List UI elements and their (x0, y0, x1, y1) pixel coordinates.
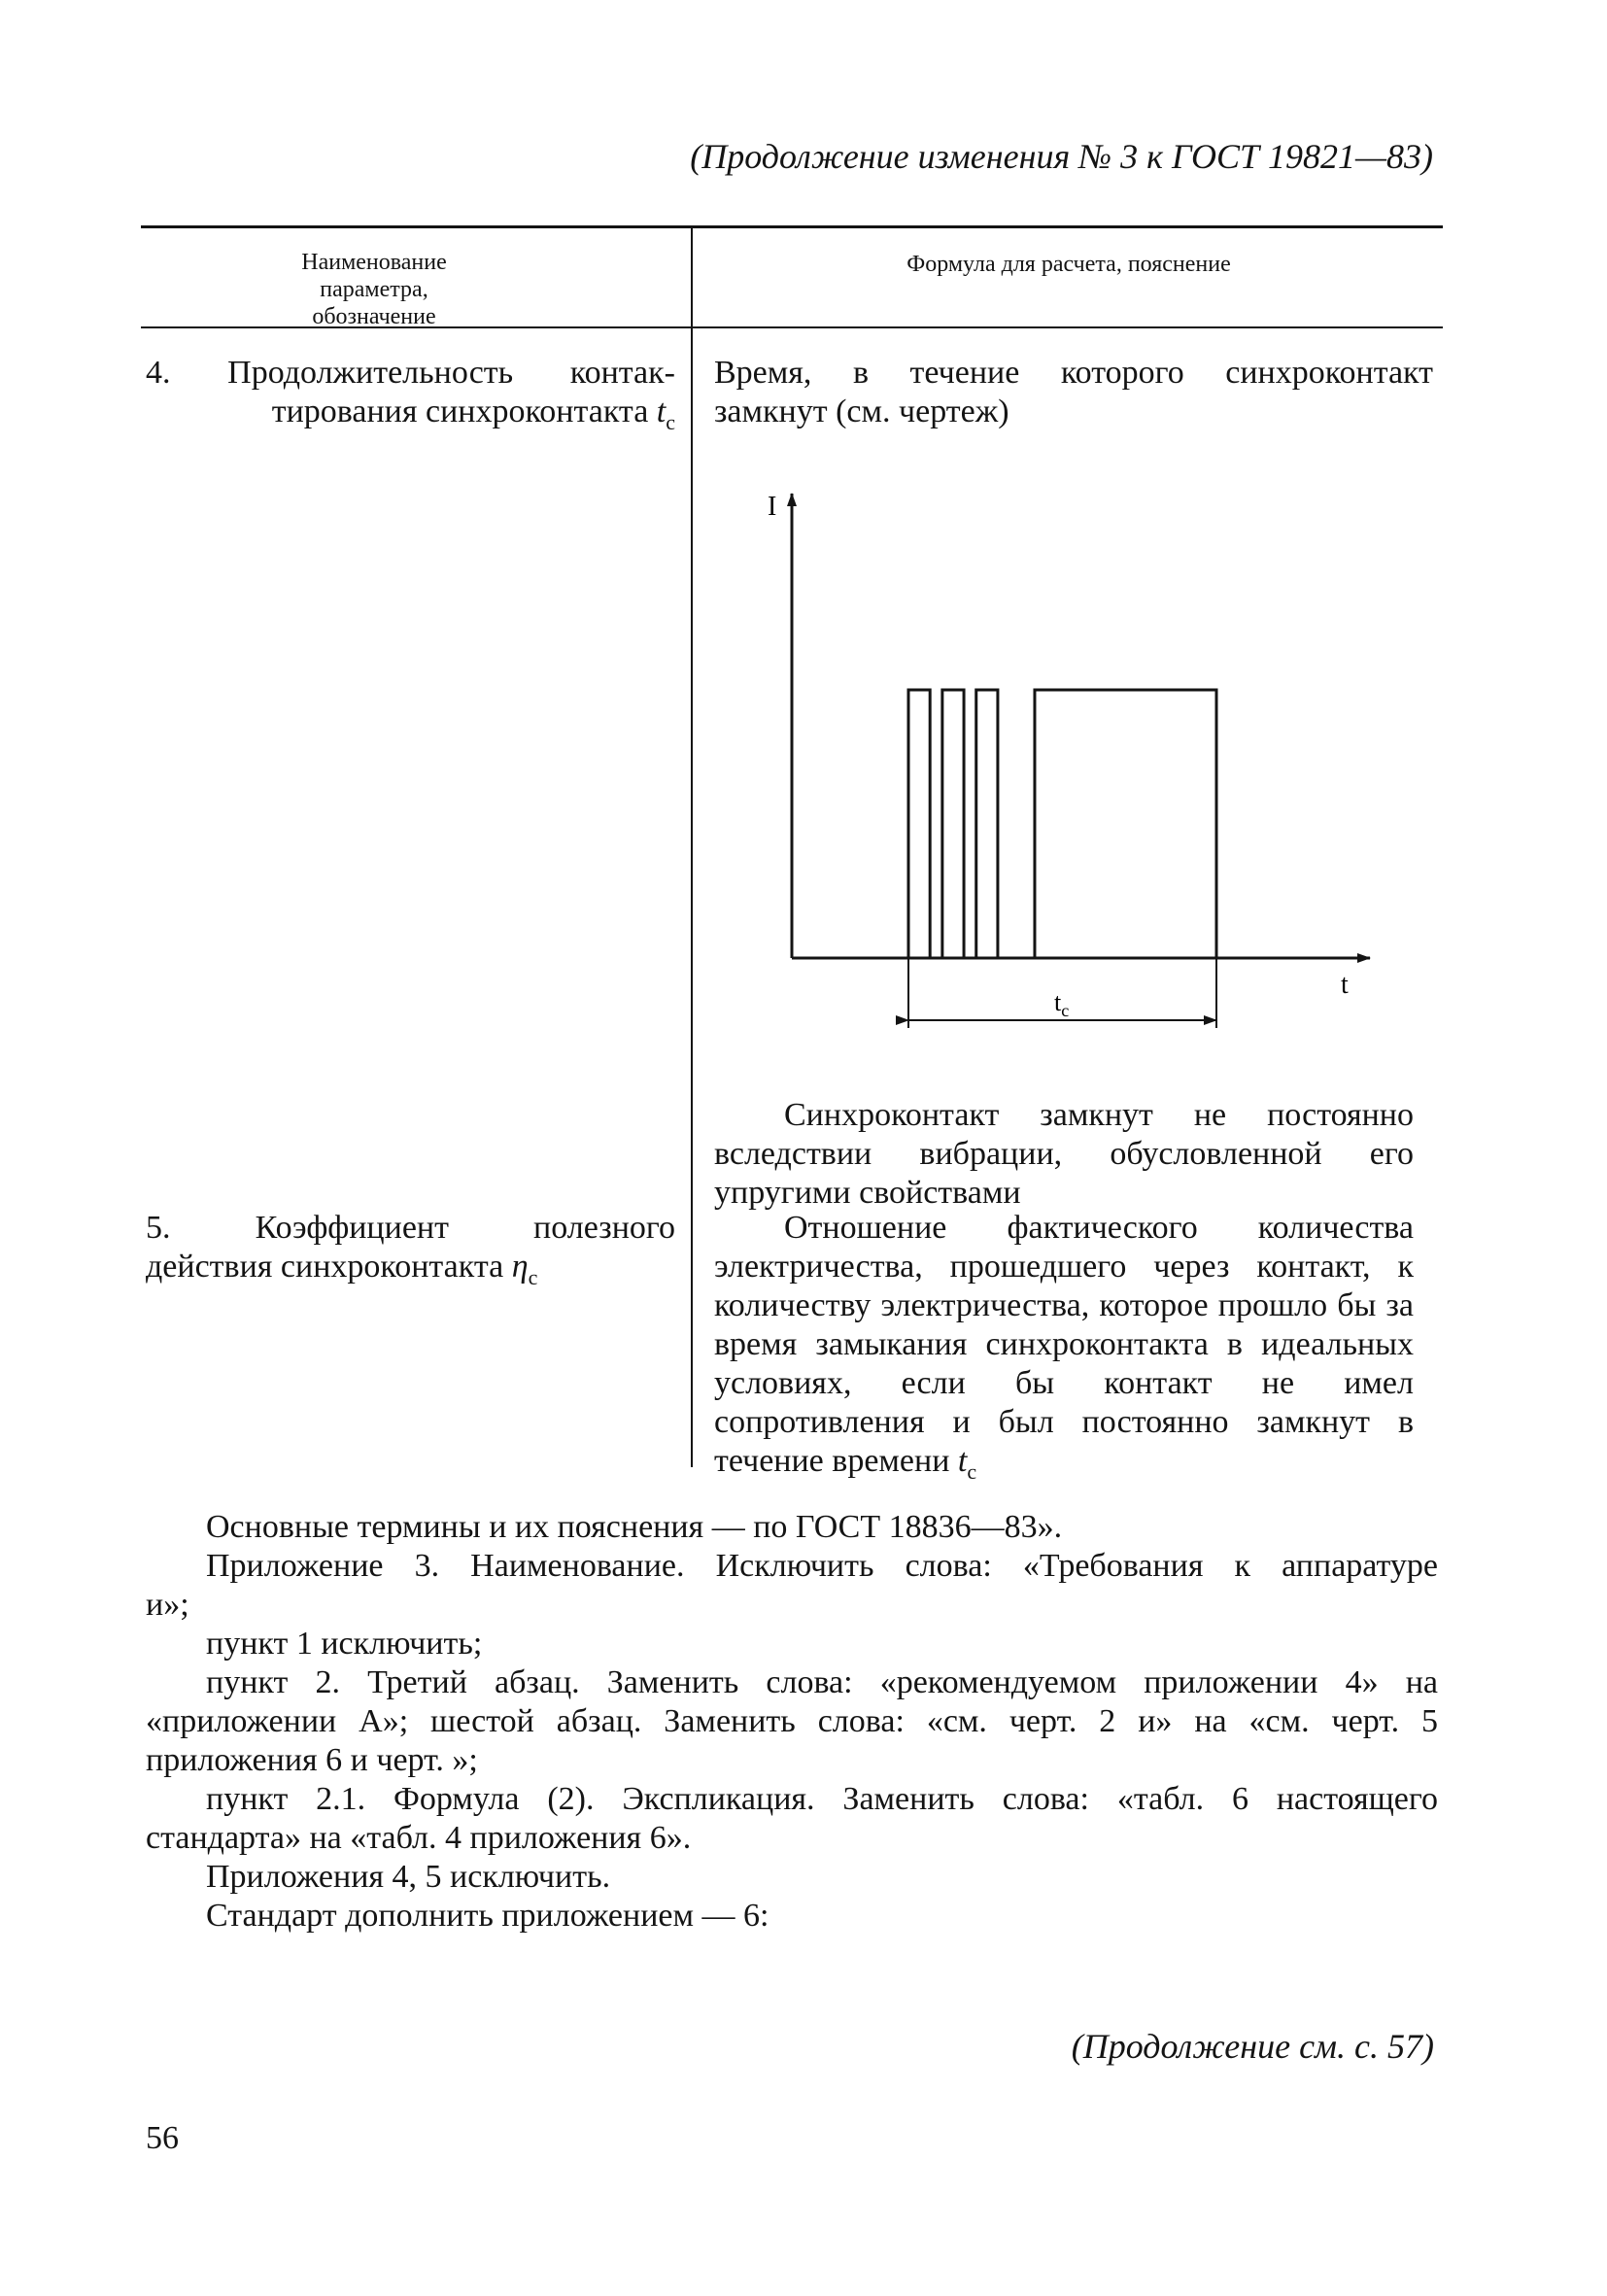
body-line-9: стандарта» на «табл. 4 приложения 6». (146, 1820, 692, 1856)
table-top-rule (141, 225, 1443, 228)
row4-param-sub: с (666, 410, 675, 434)
table-header-formula: Формула для расчета, пояснение (906, 252, 1231, 277)
body-line-6: «приложении А»; шестой абзац. Заменить слова: «см. черт. 2 и» на «см. черт. 5 (146, 1703, 1438, 1739)
row5-desc-sub: с (967, 1459, 977, 1484)
pulse-2 (942, 690, 964, 958)
x-axis-label: t (1341, 970, 1349, 1000)
pulse-group (908, 690, 1216, 958)
page-header: (Продолжение изменения № 3 к ГОСТ 19821—83) (690, 137, 1433, 176)
interval-label: $t_c$ (1054, 988, 1070, 1020)
footer-continuation: (Продолжение см. с. 57) (1071, 2027, 1434, 2066)
row4-param-symbol: t (656, 394, 667, 429)
row4-desc-line2: замкнут (см. чертеж) (714, 394, 1009, 429)
row4-desc-line1: Время, в течение которого синхроконтакт (714, 355, 1433, 391)
pulse-3 (976, 690, 998, 958)
row4-note: Синхроконтакт замкнут не постоянно вследствии вибрации, обусловленной его упругими свойствами (714, 1097, 1414, 1211)
table-header-param: Наименование параметра, обозначение (301, 250, 447, 329)
row5-param-symbol: η (511, 1249, 529, 1285)
body-line-8: пункт 2.1. Формула (2). Экспликация. Заменить слова: «табл. 6 настоящего (206, 1781, 1438, 1817)
row4-param-line2-wrap (146, 393, 675, 442)
body-line-7: приложения 6 и черт. »; (146, 1742, 478, 1778)
row5-param-line2-wrap (146, 1248, 675, 1297)
row5-desc-symbol: t (957, 1443, 968, 1479)
body-line-1: Основные термины и их пояснения — по ГОСТ 18836—83». (206, 1509, 1063, 1545)
row5-param-sub: с (528, 1265, 538, 1289)
row5-desc (714, 1209, 1414, 1491)
row4-param-line2: тирования синхроконтакта (271, 394, 657, 429)
page-number: 56 (146, 2120, 179, 2156)
body-line-4: пункт 1 исключить; (206, 1626, 483, 1662)
row5-param-line1: 5. Коэффициент полезного (146, 1210, 675, 1246)
body-line-2: Приложение 3. Наименование. Исключить слова: «Требования к аппаратуре (206, 1548, 1438, 1584)
row5-param-line2: действия синхроконтакта (146, 1249, 512, 1285)
body-line-10: Приложения 4, 5 исключить. (206, 1859, 611, 1895)
row5-desc-text: Отношение фактического количества электричества, прошедшего через контакт, к количеству электричества, которое прошло бы за время замыкания синхроконтакта в идеальных условиях, если бы контакт не имел сопротивления и был постоянно замкнут в течение времени (714, 1210, 1414, 1479)
y-axis-label: I (768, 492, 777, 522)
row4-desc (714, 354, 1433, 431)
body-line-3: и»; (146, 1587, 189, 1623)
row5-param (146, 1209, 675, 1297)
table-column-divider (691, 227, 693, 1467)
pulse-1 (908, 690, 930, 958)
body-line-11: Стандарт дополнить приложением — 6: (206, 1898, 769, 1934)
row4-param (146, 354, 675, 442)
contact-timing-plot (738, 476, 1380, 1049)
body-line-5: пункт 2. Третий абзац. Заменить слова: «рекомендуемом приложении 4» на (206, 1664, 1438, 1700)
row4-param-line1: 4. Продолжительность контак- (146, 355, 675, 391)
pulse-4 (1035, 690, 1216, 958)
